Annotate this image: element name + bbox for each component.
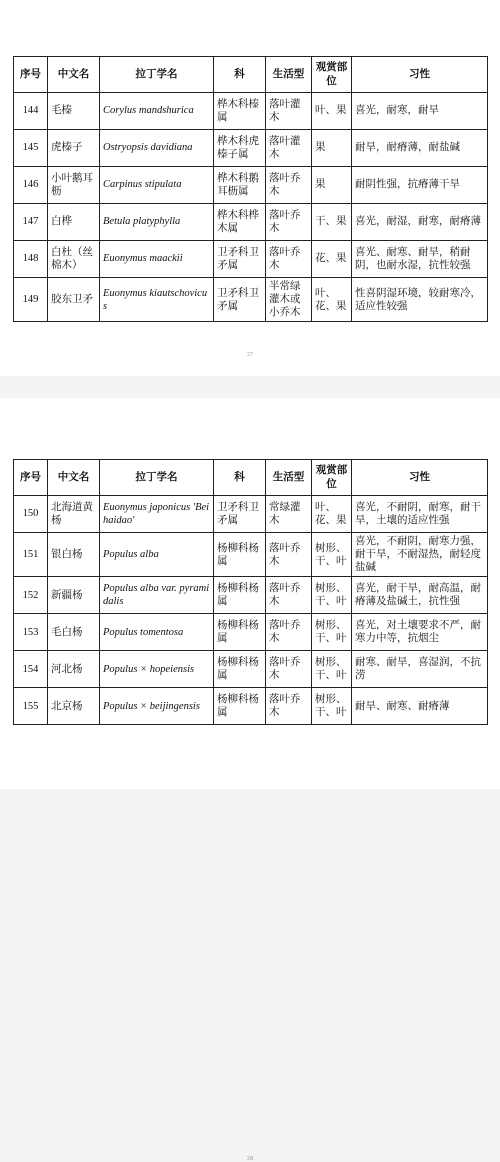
cell-no: 144 [14,93,48,130]
table-row [14,204,488,241]
cell-habit: 喜光、耐寒、耐旱，稍耐阴，也耐水湿，抗性较强 [352,241,488,278]
header-no: 序号 [14,57,48,93]
cell-family: 桦木科桦木属 [214,204,266,241]
cell-life-form: 落叶乔木 [266,533,312,577]
table-row [14,688,488,725]
cell-chinese-name: 白杜（丝棉木） [48,241,100,278]
cell-family: 卫矛科卫矛属 [214,278,266,322]
cell-life-form: 落叶灌木 [266,130,312,167]
cell-no: 153 [14,614,48,651]
cell-no: 154 [14,651,48,688]
cell-latin-name: Corylus mandshurica [100,93,214,130]
cell-ornamental-part: 叶、花、果 [312,496,352,533]
cell-life-form: 落叶灌木 [266,93,312,130]
cell-ornamental-part: 果 [312,167,352,204]
cell-latin-name: Populus tomentosa [100,614,214,651]
document-page [0,398,500,1162]
cell-life-form: 落叶乔木 [266,167,312,204]
cell-life-form: 半常绿灌木或小乔木 [266,278,312,322]
header-no: 序号 [14,460,48,496]
cell-family: 卫矛科卫矛属 [214,496,266,533]
cell-chinese-name: 银白杨 [48,533,100,577]
table-row [14,167,488,204]
header-chinese-name: 中文名 [48,57,100,93]
cell-habit: 性喜阴湿环境，较耐寒冷，适应性较强 [352,278,488,322]
table-header-row [14,460,488,496]
cell-no: 151 [14,533,48,577]
header-latin-name: 拉丁学名 [100,460,214,496]
document-page [0,0,500,376]
cell-latin-name: Betula platyphylla [100,204,214,241]
cell-habit: 耐旱、耐寒、耐瘠薄 [352,688,488,725]
cell-chinese-name: 小叶鹅耳枥 [48,167,100,204]
cell-habit: 喜光，不耐阴，耐寒力强，耐干旱，不耐湿热，耐轻度盐碱 [352,533,488,577]
header-ornamental-part: 观赏部位 [312,57,352,93]
cell-family: 桦木科虎榛子属 [214,130,266,167]
header-life-form: 生活型 [266,460,312,496]
cell-family: 桦木科榛属 [214,93,266,130]
cell-no: 149 [14,278,48,322]
cell-chinese-name: 北海道黄杨 [48,496,100,533]
cell-family: 杨柳科杨属 [214,577,266,614]
cell-no: 155 [14,688,48,725]
cell-latin-name: Euonymus maackii [100,241,214,278]
header-family: 科 [214,57,266,93]
cell-no: 152 [14,577,48,614]
cell-life-form: 常绿灌木 [266,496,312,533]
cell-family: 杨柳科杨属 [214,614,266,651]
cell-life-form: 落叶乔木 [266,688,312,725]
cell-family: 杨柳科杨属 [214,651,266,688]
cell-latin-name: Populus × beijingensis [100,688,214,725]
cell-no: 147 [14,204,48,241]
plant-table [13,459,488,725]
table-row [14,651,488,688]
cell-habit: 喜光，耐寒，耐旱 [352,93,488,130]
cell-ornamental-part: 干、果 [312,204,352,241]
cell-ornamental-part: 叶、花、果 [312,278,352,322]
cell-chinese-name: 新疆杨 [48,577,100,614]
cell-habit: 喜光，对土壤要求不严，耐寒力中等，抗烟尘 [352,614,488,651]
cell-no: 145 [14,130,48,167]
cell-chinese-name: 北京杨 [48,688,100,725]
table-row [14,130,488,167]
cell-latin-name: Populus × hopeiensis [100,651,214,688]
cell-ornamental-part: 树形、干、叶 [312,577,352,614]
table-row [14,496,488,533]
plant-table [13,56,488,322]
cell-ornamental-part: 叶、果 [312,93,352,130]
header-habit: 习性 [352,460,488,496]
cell-life-form: 落叶乔木 [266,614,312,651]
cell-chinese-name: 毛白杨 [48,614,100,651]
cell-life-form: 落叶乔木 [266,204,312,241]
table-row [14,577,488,614]
cell-ornamental-part: 树形、干、叶 [312,688,352,725]
cell-habit: 喜光，不耐阴，耐寒，耐干旱，土壤的适应性强 [352,496,488,533]
cell-latin-name: Populus alba var. pyramidalis [100,577,214,614]
cell-habit: 耐旱，耐瘠薄，耐盐碱 [352,130,488,167]
cell-habit: 耐寒、耐旱，喜湿润，不抗涝 [352,651,488,688]
cell-chinese-name: 胶东卫矛 [48,278,100,322]
cell-life-form: 落叶乔木 [266,577,312,614]
cell-family: 杨柳科杨属 [214,688,266,725]
cell-habit: 喜光，耐干旱，耐高温，耐瘠薄及盐碱土，抗性强 [352,577,488,614]
page-number: 28 [247,1156,253,1162]
table-row [14,278,488,322]
header-chinese-name: 中文名 [48,460,100,496]
cell-family: 杨柳科杨属 [214,533,266,577]
cell-life-form: 落叶乔木 [266,241,312,278]
cell-habit: 耐阴性强，抗瘠薄干旱 [352,167,488,204]
cell-no: 150 [14,496,48,533]
cell-family: 桦木科鹅耳枥属 [214,167,266,204]
cell-no: 146 [14,167,48,204]
table-row [14,533,488,577]
table-body [14,93,488,322]
cell-habit: 喜光，耐湿，耐寒，耐瘠薄 [352,204,488,241]
cell-ornamental-part: 花、果 [312,241,352,278]
table-body [14,496,488,725]
cell-latin-name: Ostryopsis davidiana [100,130,214,167]
cell-latin-name: Carpinus stipulata [100,167,214,204]
cell-ornamental-part: 树形、干、叶 [312,614,352,651]
table-header-row [14,57,488,93]
header-habit: 习性 [352,57,488,93]
cell-latin-name: Euonymus japonicus 'Beihaidao' [100,496,214,533]
cell-chinese-name: 白桦 [48,204,100,241]
cell-ornamental-part: 树形、干、叶 [312,651,352,688]
page-number: 27 [247,352,253,358]
cell-chinese-name: 虎榛子 [48,130,100,167]
header-ornamental-part: 观赏部位 [312,460,352,496]
cell-life-form: 落叶乔木 [266,651,312,688]
table-row [14,93,488,130]
cell-latin-name: Euonymus kiautschovicus [100,278,214,322]
header-family: 科 [214,460,266,496]
table-row [14,614,488,651]
cell-latin-name: Populus alba [100,533,214,577]
header-life-form: 生活型 [266,57,312,93]
cell-chinese-name: 毛榛 [48,93,100,130]
cell-no: 148 [14,241,48,278]
cell-family: 卫矛科卫矛属 [214,241,266,278]
table-row [14,241,488,278]
cell-ornamental-part: 果 [312,130,352,167]
header-latin-name: 拉丁学名 [100,57,214,93]
cell-chinese-name: 河北杨 [48,651,100,688]
cell-ornamental-part: 树形、干、叶 [312,533,352,577]
